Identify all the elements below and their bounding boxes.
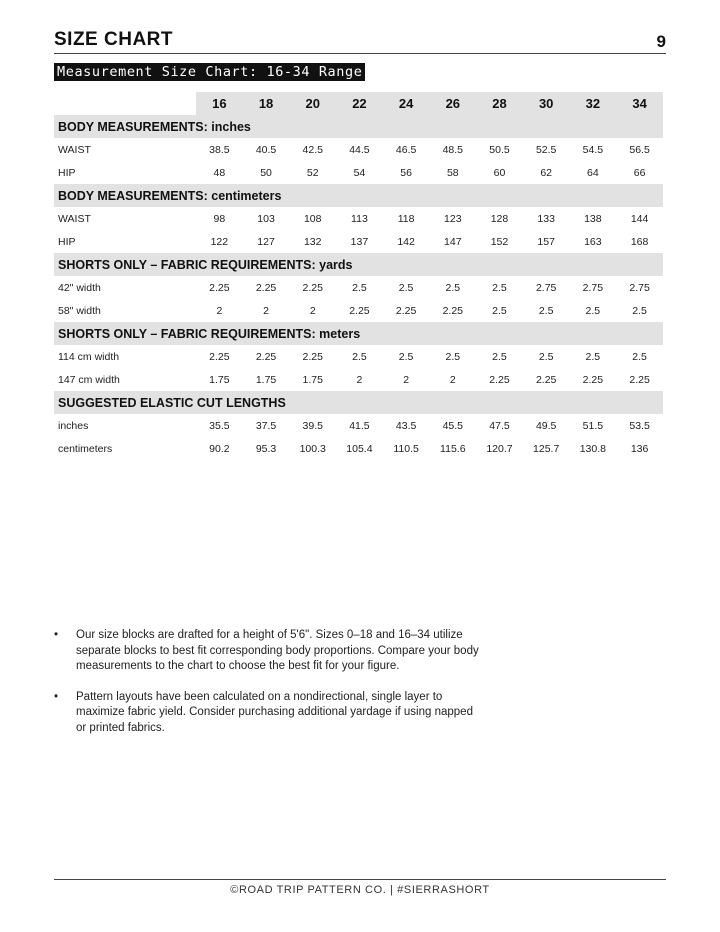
value-cell: 2.5 [585,350,601,363]
value-cell: 115.6 [440,442,466,455]
section-header-row [54,184,663,207]
size-header-cell: 32 [570,92,617,115]
row-label: HIP [58,235,76,248]
value-cell: 41.5 [349,419,370,432]
page-number: 9 [656,32,666,51]
value-cell: 2.25 [349,304,370,317]
table-row [54,345,663,368]
size-header-cell: 26 [429,92,476,115]
section-title: SUGGESTED ELASTIC CUT LENGTHS [54,391,663,414]
value-cell: 163 [584,235,602,248]
note-text: Pattern layouts have been calculated on a nondirectional, single layer to maximize fabric yield. Consider purchasing additional yardage if using napped or printed fabrics. [76,690,473,734]
value-cell: 43.5 [395,419,417,432]
table-row [54,207,663,230]
value-cell: 62 [540,166,553,179]
value-cell: 37.5 [255,419,277,432]
value-cell: 60 [493,166,506,179]
value-cell: 2.5 [585,304,601,317]
value-cell: 50.5 [489,143,510,156]
value-cell: 66 [633,166,646,179]
size-header-cell: 16 [196,92,243,115]
value-cell: 108 [303,212,322,225]
row-label: 147 cm width [58,373,120,386]
value-cell: 2.5 [352,350,367,363]
value-cell: 2.75 [582,281,604,294]
note-item [54,628,484,675]
value-cell: 2 [309,304,316,317]
size-chart-body [54,115,663,460]
section-header-row [54,253,663,276]
value-cell: 136 [630,442,649,455]
row-label: 58" width [58,304,101,317]
value-cell: 2.5 [398,350,414,363]
table-row [54,161,663,184]
table-row [54,138,663,161]
table-row [54,414,663,437]
value-cell: 54 [353,166,366,179]
value-cell: 2.25 [582,373,604,386]
value-cell: 39.5 [302,419,323,432]
value-cell: 56.5 [629,143,650,156]
section-header-row [54,322,663,345]
row-label: 42" width [58,281,101,294]
row-label: 114 cm width [58,350,120,363]
value-cell: 2.25 [255,281,277,294]
note-item [54,690,484,737]
value-cell: 95.3 [255,442,277,455]
section-title: BODY MEASUREMENTS: inches [54,115,663,138]
row-label: centimeters [58,442,113,455]
size-chart-table [54,92,663,460]
value-cell: 105.4 [346,442,373,455]
size-header-cell: 22 [336,92,383,115]
value-cell: 2.25 [302,350,323,363]
value-cell: 47.5 [489,419,510,432]
value-cell: 128 [490,212,509,225]
row-label: WAIST [58,212,91,225]
size-header-cell: 24 [383,92,430,115]
value-cell: 2.25 [442,304,464,317]
row-label: inches [58,419,89,432]
value-cell: 2.5 [492,281,507,294]
value-cell: 51.5 [582,419,604,432]
value-cell: 157 [537,235,555,248]
value-cell: 142 [397,235,415,248]
value-cell: 2.25 [629,373,650,386]
value-cell: 125.7 [533,442,560,455]
value-cell: 130.8 [579,442,606,455]
value-cell: 35.5 [209,419,230,432]
section-title: SHORTS ONLY – FABRIC REQUIREMENTS: meters [54,322,663,345]
table-row [54,437,663,460]
page-title: SIZE CHART [54,29,173,50]
value-cell: 138 [584,212,602,225]
value-cell: 58 [446,166,459,179]
value-cell: 2.25 [209,281,230,294]
value-cell: 2.5 [632,350,647,363]
value-cell: 2.75 [535,281,557,294]
value-cell: 45.5 [442,419,464,432]
value-cell: 103 [257,212,275,225]
value-cell: 54.5 [582,143,604,156]
table-row [54,299,663,322]
value-cell: 98 [213,212,226,225]
value-cell: 56 [400,166,412,179]
size-header-cell: 20 [289,92,336,115]
value-cell: 1.75 [255,373,277,386]
bullet-point: • [54,690,59,703]
value-cell: 113 [351,212,368,225]
value-cell: 44.5 [349,143,370,156]
value-cell: 2.25 [535,373,557,386]
value-cell: 1.75 [209,373,230,386]
value-cell: 2.25 [395,304,417,317]
value-cell: 2.5 [632,304,647,317]
value-cell: 64 [587,166,599,179]
value-cell: 2.5 [538,304,554,317]
row-label: HIP [58,166,76,179]
value-cell: 50 [260,166,272,179]
value-cell: 120.7 [486,442,513,455]
value-cell: 2 [263,304,269,317]
value-cell: 2.5 [492,304,507,317]
size-header-cell: 18 [243,92,290,115]
table-row [54,276,663,299]
value-cell: 2.75 [629,281,650,294]
footer-divider [54,879,666,880]
value-cell: 49.5 [535,419,557,432]
value-cell: 46.5 [395,143,417,156]
value-cell: 168 [630,235,649,248]
value-cell: 2.5 [445,350,461,363]
value-cell: 90.2 [209,442,230,455]
value-cell: 100.3 [299,442,326,455]
footer-text: ©ROAD TRIP PATTERN CO. | #SIERRASHORT [230,884,490,896]
section-title: BODY MEASUREMENTS: centimeters [54,184,663,207]
value-cell: 40.5 [255,143,277,156]
value-cell: 52.5 [535,143,557,156]
value-cell: 147 [444,235,462,248]
value-cell: 110.5 [393,442,419,455]
value-cell: 137 [350,235,369,248]
table-row [54,230,663,253]
value-cell: 123 [444,212,462,225]
value-cell: 38.5 [209,143,230,156]
value-cell: 122 [210,235,229,248]
table-row [54,368,663,391]
value-cell: 2 [403,373,410,386]
value-cell: 2 [356,373,363,386]
value-cell: 2.25 [255,350,277,363]
value-cell: 2.25 [302,281,323,294]
chart-heading: Measurement Size Chart: 16-34 Range [54,63,365,81]
header-divider [54,53,666,54]
value-cell: 152 [490,235,509,248]
value-cell: 2.5 [492,350,507,363]
value-cell: 2.5 [352,281,367,294]
value-cell: 2.25 [489,373,510,386]
note-text: Our size blocks are drafted for a height of 5'6". Sizes 0–18 and 16–34 utilize separate blocks to best fit corresponding body proportions. Compare your body measurements to the chart to choose the best fit for your figure. [76,629,479,672]
size-header-row [54,92,663,115]
value-cell: 48.5 [442,143,464,156]
section-header-row [54,391,663,414]
value-cell: 1.75 [302,373,323,386]
section-title: SHORTS ONLY – FABRIC REQUIREMENTS: yards [54,253,663,276]
value-cell: 144 [630,212,649,225]
bullet-point: • [54,629,59,641]
value-cell: 2.25 [209,350,230,363]
value-cell: 2 [449,373,456,386]
value-cell: 132 [303,235,322,248]
value-cell: 2.5 [445,281,461,294]
value-cell: 118 [397,212,415,225]
value-cell: 53.5 [629,419,650,432]
value-cell: 48 [213,166,226,179]
size-header-cell: 30 [523,92,570,115]
value-cell: 2 [216,304,223,317]
value-cell: 127 [257,235,275,248]
row-label: WAIST [58,143,91,156]
size-header-cell: 28 [476,92,523,115]
value-cell: 133 [537,212,555,225]
size-header-cell: 34 [616,92,663,115]
value-cell: 2.5 [398,281,414,294]
value-cell: 42.5 [302,143,323,156]
notes-list [54,628,484,751]
value-cell: 52 [306,166,319,179]
header-blank-cell [54,92,196,115]
value-cell: 2.5 [538,350,554,363]
section-header-row [54,115,663,138]
